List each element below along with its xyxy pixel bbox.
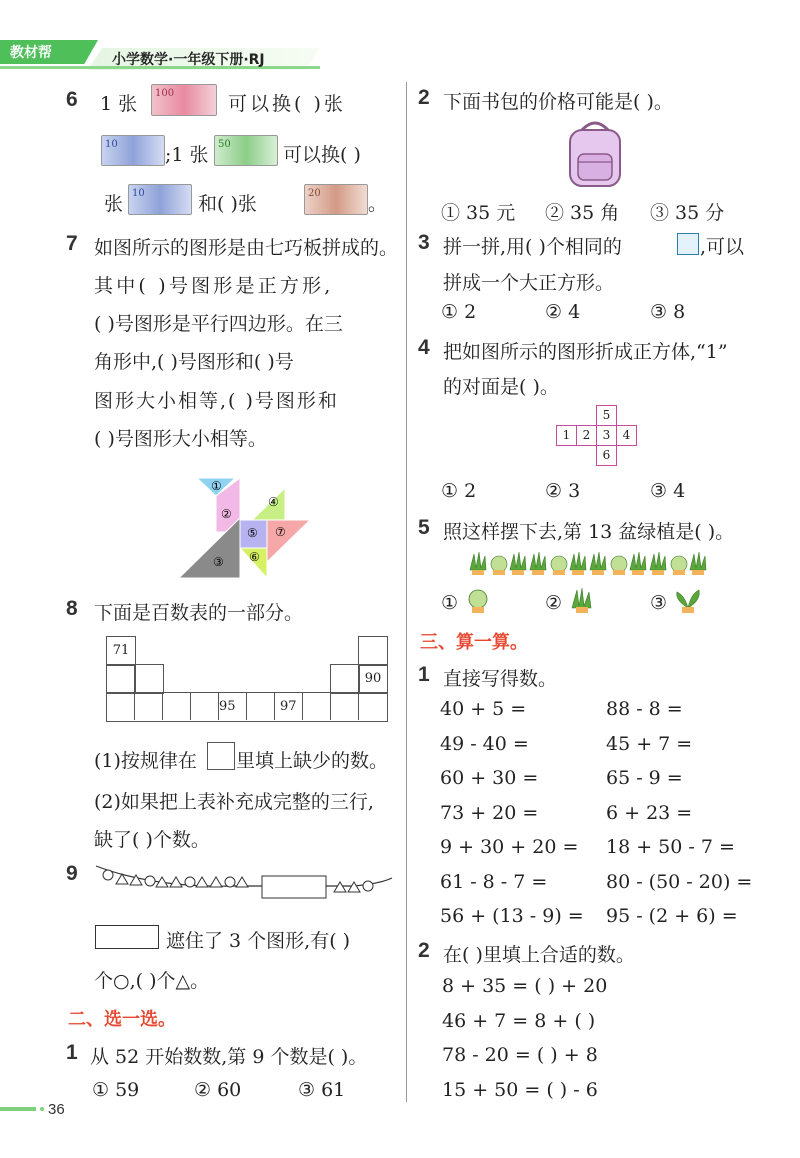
q8-sub2-l1: (2)如果把上表补充成完整的三行, [94,791,374,813]
section3-title: 三、算一算。 [420,632,528,653]
schoolbag-image [562,116,628,188]
column-divider [406,82,407,1102]
fill-line: 15 + 50 = ( ) - 6 [442,1079,598,1101]
s2q1-option[interactable]: ① 59 [92,1079,140,1101]
q8-number: 8 [66,597,78,620]
fill-line: 46 + 7 = 8 + ( ) [442,1010,596,1032]
hundred-table [106,636,386,722]
q7-line: 角形中,( )号图形和( )号 [94,351,294,373]
calc-item: 40 + 5 = [440,698,527,720]
calc-item: 56 + (13 - 9) = [440,905,584,927]
q6-line2-a: ;1 张 [165,144,209,166]
table-cell: 97 [280,699,297,714]
s2q5-number: 5 [418,516,430,539]
calc-item: 9 + 30 + 20 = [440,836,579,858]
svg-text:⑦: ⑦ [275,525,286,539]
q8-sub2-l2: 缺了( )个数。 [94,829,210,851]
s2q5-text: 照这样摆下去,第 13 盆绿植是( )。 [443,521,735,543]
q6-line1-b: 可以换( )张 [228,93,346,115]
svg-text:⑥: ⑥ [249,550,260,564]
header-badge-text: 教材帮 [10,45,52,61]
q9-cover-box [95,925,159,949]
banknote-10b: 10 [128,184,192,215]
q7-line: ( )号图形是平行四边形。在三 [94,313,343,335]
table-cell: 71 [106,636,136,666]
table-cell: 95 [219,699,236,714]
q9-line2: 个○,( )个△。 [94,970,210,992]
s2q4-number: 4 [418,336,430,359]
q8-title: 下面是百数表的一部分。 [94,602,304,624]
net-cell: 1 [556,425,577,446]
s3q1-number: 1 [418,663,430,686]
page-number: 36 [48,1101,65,1118]
q8-sub1-b: 里填上缺少的数。 [236,750,389,772]
q7-line: 如图所示的图形是由七巧板拼成的。 [94,237,399,259]
s2q4-option[interactable]: ② 3 [545,480,581,502]
calc-item: 65 - 9 = [606,767,683,789]
calc-item: 73 + 20 = [440,802,539,824]
plant-leafy-icon [673,586,703,616]
calc-item: 80 - (50 - 20) = [606,871,753,893]
q7-line: 其中( )号图形是正方形, [94,275,334,297]
table-row [106,692,388,722]
tangram-figure [175,474,315,584]
q7-number: 7 [66,232,78,255]
small-square-icon [677,233,699,255]
s2q4-option[interactable]: ③ 4 [650,480,686,502]
svg-text:①: ① [211,479,222,493]
net-cell: 4 [616,425,637,446]
s2q3-option[interactable]: ① 2 [441,301,477,323]
s2q2-option[interactable]: ② 35 角 [545,202,620,224]
header-title: 小学数学·一年级下册·RJ [112,52,265,68]
s2q3-text-b: ,可以 [700,236,745,258]
cube-net [556,405,636,465]
footer-bar [0,1107,36,1111]
q6-line3-c: 。 [368,193,388,215]
tangram-piece-3 [179,518,240,578]
banknote-20: 20 [304,184,368,215]
plant-grass-icon [568,586,596,616]
q6-line3-a: 张 [104,193,124,215]
banknote-100: 100 [151,84,217,116]
s2q4-option[interactable]: ① 2 [441,480,477,502]
s2q2-text: 下面书包的价格可能是( )。 [443,91,673,113]
table-cell [358,636,388,666]
table-cell [134,664,164,694]
calc-item: 18 + 50 - 7 = [606,836,735,858]
q9-number: 9 [66,862,78,885]
s2q5-option[interactable]: ③ [650,592,668,614]
calc-item: 45 + 7 = [606,733,693,755]
s2q5-option[interactable]: ① [441,592,459,614]
s2q4-text-a: 把如图所示的图形折成正方体,“1” [443,341,728,363]
s2q3-option[interactable]: ③ 8 [650,301,686,323]
net-cell: 2 [576,425,597,446]
q6-number: 6 [66,88,78,111]
s2q5-option[interactable]: ② [545,592,563,614]
s2q2-number: 2 [418,86,430,109]
s2q1-text: 从 52 开始数数,第 9 个数是( )。 [90,1046,368,1068]
section2-title: 二、选一选。 [68,1009,176,1030]
s2q4-text-b: 的对面是( )。 [443,376,559,398]
s2q3-number: 3 [418,231,430,254]
s2q1-number: 1 [66,1041,78,1064]
banknote-50: 50 [214,135,278,166]
header-bar [0,40,330,74]
q6-line2-b: 可以换( ) [283,144,361,166]
table-cell: 90 [358,664,388,694]
table-cell [106,664,136,694]
s2q3-text-c: 拼成一个大正方形。 [443,272,615,294]
calc-item: 60 + 30 = [440,767,539,789]
q9-line1: 遮住了 3 个图形,有( ) [166,930,351,952]
plant-sequence [466,548,722,576]
s2q2-option[interactable]: ① 35 元 [441,202,516,224]
q8-answer-box[interactable] [207,742,235,770]
tangram-piece-7 [267,520,310,562]
calc-item: 95 - (2 + 6) = [606,905,738,927]
s3q1-title: 直接写得数。 [443,668,558,690]
s2q1-option[interactable]: ③ 61 [298,1079,346,1101]
calc-item: 49 - 40 = [440,733,529,755]
s2q2-option[interactable]: ③ 35 分 [650,202,725,224]
fill-line: 8 + 35 = ( ) + 20 [442,975,608,997]
q7-line: 图形大小相等,( )号图形和 [94,390,339,412]
s2q3-text-a: 拼一拼,用( )个相同的 [443,236,622,258]
svg-text:③: ③ [213,555,224,569]
s2q1-option[interactable]: ② 60 [194,1079,242,1101]
banknote-10: 10 [101,135,165,166]
s3q2-number: 2 [418,939,430,962]
footer-dot [40,1107,44,1111]
net-cell: 6 [596,445,617,466]
s3q2-title: 在( )里填上合适的数。 [443,944,635,966]
fill-line: 78 - 20 = ( ) + 8 [442,1044,598,1066]
svg-text:⑤: ⑤ [247,526,258,540]
net-cell: 5 [596,405,617,426]
shape-pattern [94,858,394,908]
plant-round-icon [464,586,492,616]
calc-item: 6 + 23 = [606,802,693,824]
q6-line3-b: 和( )张 [198,193,257,215]
svg-text:②: ② [221,507,232,521]
calc-item: 61 - 8 - 7 = [440,871,548,893]
q8-sub1-a: (1)按规律在 [94,750,197,772]
net-cell: 3 [596,425,617,446]
q6-line1-a: 1 张 [100,93,138,115]
svg-text:④: ④ [268,495,279,509]
calc-item: 88 - 8 = [606,698,683,720]
plant-icon [470,552,706,572]
q7-line: ( )号图形大小相等。 [94,428,267,450]
s2q3-option[interactable]: ② 4 [545,301,581,323]
table-cell [330,664,360,694]
